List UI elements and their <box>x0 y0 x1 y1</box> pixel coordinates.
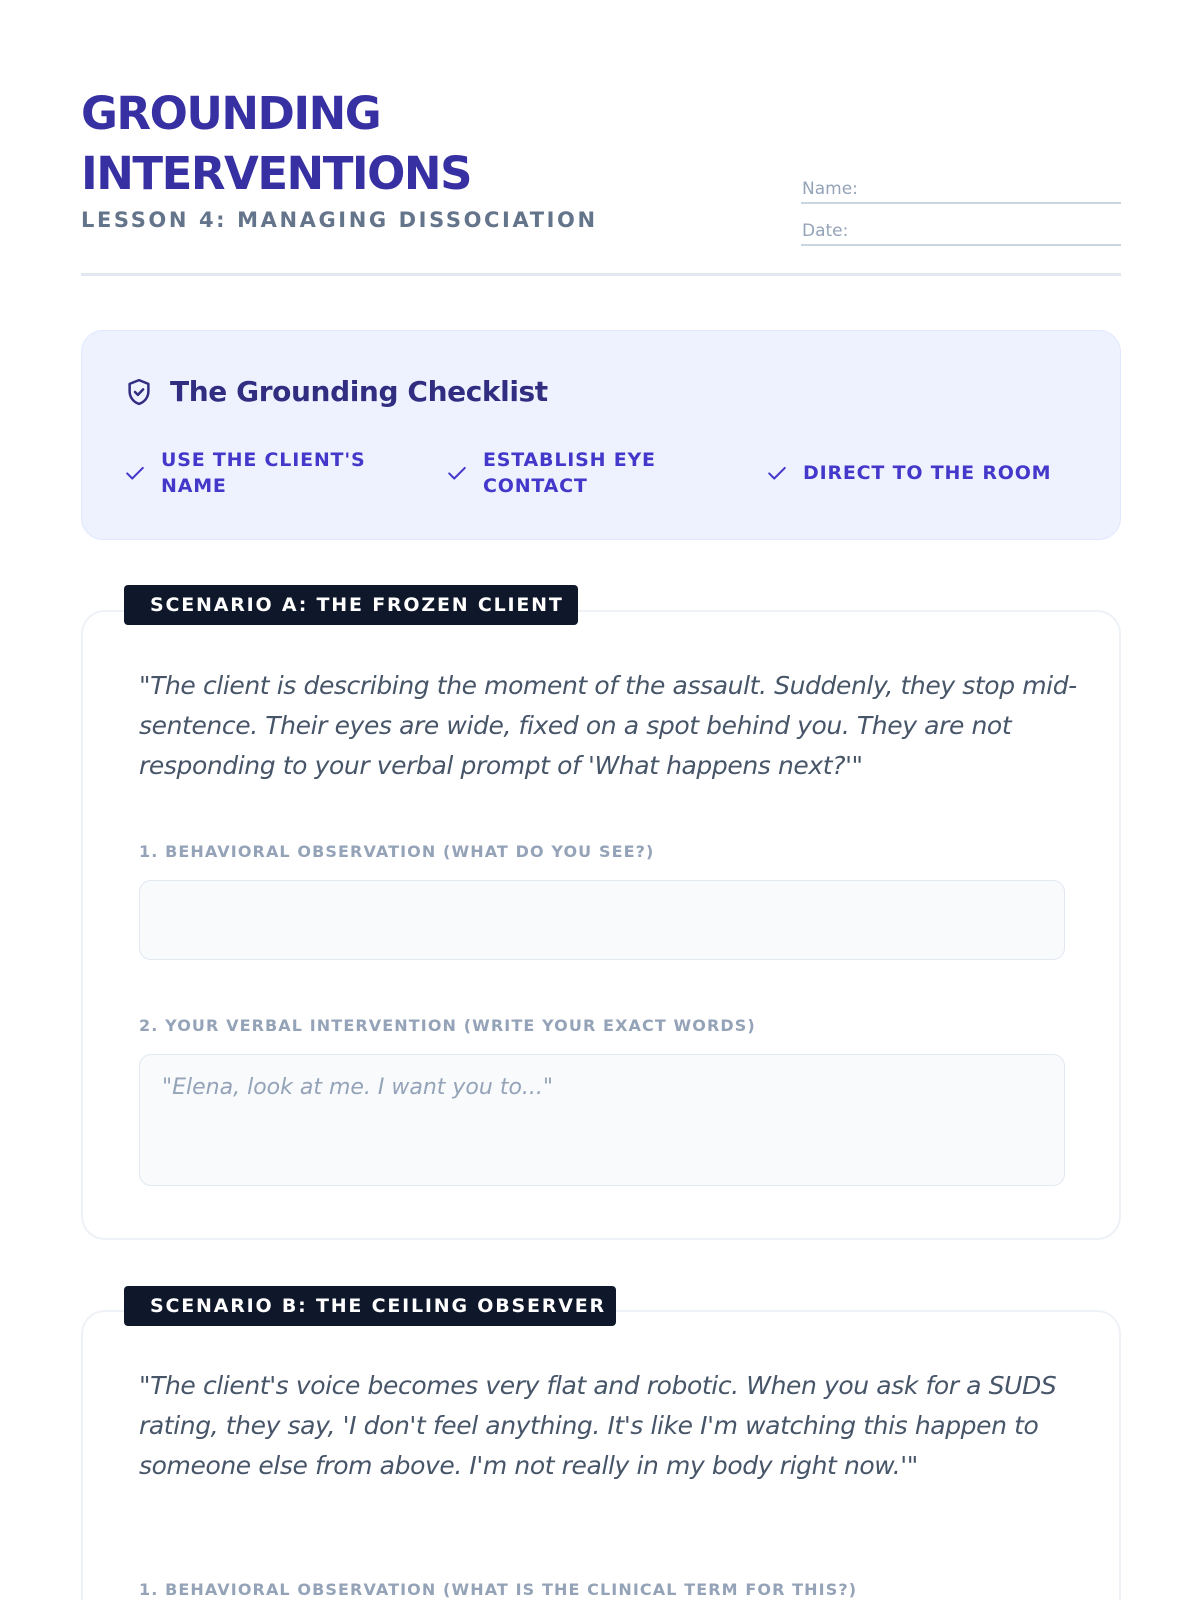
scenario-card <box>81 610 1121 1240</box>
header-divider <box>81 273 1121 276</box>
check-icon <box>124 462 146 484</box>
checklist-items <box>124 445 1084 501</box>
checklist-item <box>446 445 696 501</box>
checklist-item-label: DIRECT TO THE ROOM <box>803 462 1052 484</box>
grounding-checklist <box>81 330 1121 540</box>
behavioral-observation-input[interactable] <box>139 880 1065 960</box>
name-label: Name: <box>802 179 858 199</box>
worksheet-header <box>81 84 1121 276</box>
page-subtitle: LESSON 4: MANAGING DISSOCIATION <box>81 208 598 232</box>
meta-fields <box>801 162 1121 246</box>
scenario-quote: "The client is describing the moment of the assault. Suddenly, they stop mid-sentence. Their eyes are wide, fixed on a spot behind you. They are not responding to your verbal prompt of 'What happens next?'" <box>139 671 1077 780</box>
checklist-heading <box>124 375 548 408</box>
scenario-quote: "The client's voice becomes very flat and robotic. When you ask for a SUDS rating, they say, 'I don't feel anything. It's like I'm watching this happen to someone else from above. I'm not really in my body right now.'" <box>139 1371 1057 1480</box>
shield-check-icon <box>124 376 154 408</box>
date-field[interactable] <box>801 204 1121 246</box>
checklist-item <box>124 445 374 501</box>
question-label: 2. YOUR VERBAL INTERVENTION (WRITE YOUR EXACT WORDS) <box>139 1016 756 1035</box>
checklist-title: The Grounding Checklist <box>170 375 548 408</box>
question-label: 1. BEHAVIORAL OBSERVATION (WHAT DO YOU SEE?) <box>139 842 655 861</box>
check-icon <box>446 462 468 484</box>
checklist-item-label: ESTABLISH EYE CONTACT <box>483 449 656 497</box>
verbal-intervention-input[interactable] <box>139 1054 1065 1186</box>
check-icon <box>766 462 788 484</box>
scenario-tag: SCENARIO A: THE FROZEN CLIENT <box>124 585 578 625</box>
date-label: Date: <box>802 221 849 241</box>
checklist-item-label: USE THE CLIENT'S NAME <box>161 449 366 497</box>
question-label: 1. BEHAVIORAL OBSERVATION (WHAT IS THE CLINICAL TERM FOR THIS?) <box>139 1580 858 1599</box>
name-field[interactable] <box>801 162 1121 204</box>
page-title: GROUNDING INTERVENTIONS <box>81 87 471 200</box>
scenario-tag: SCENARIO B: THE CEILING OBSERVER <box>124 1286 616 1326</box>
scenario-card <box>81 1310 1121 1600</box>
checklist-item <box>766 445 1086 501</box>
